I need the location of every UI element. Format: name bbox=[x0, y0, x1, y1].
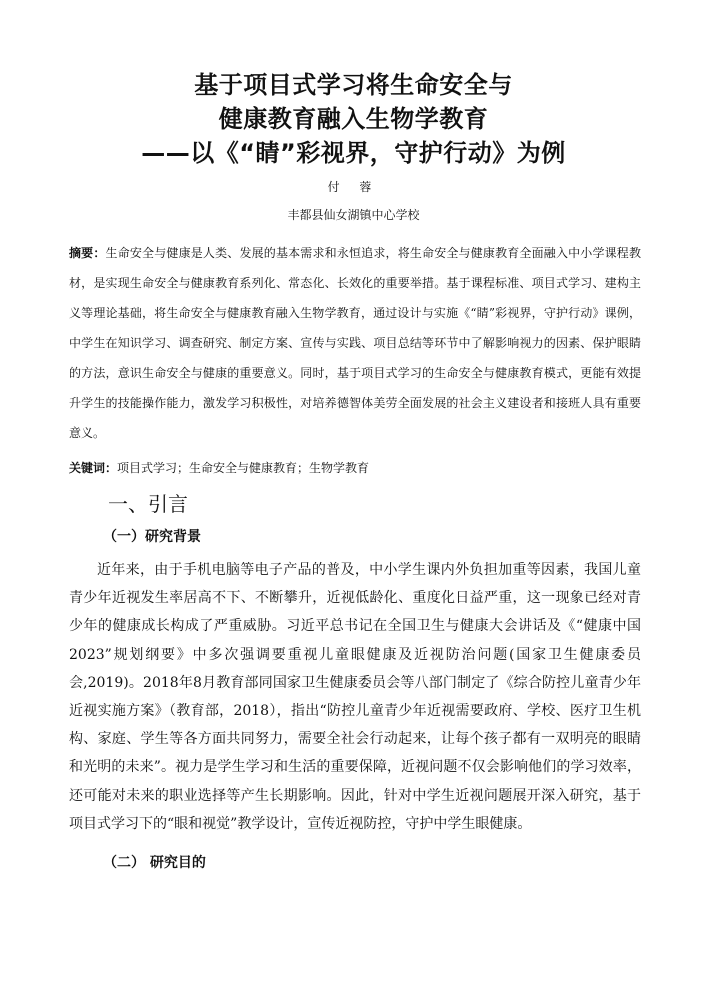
title-line-2: 健康教育融入生物学教育 bbox=[218, 105, 489, 133]
background-paragraph: 近年来，由于手机电脑等电子产品的普及，中小学生课内外负担加重等因素，我国儿童青少年近视发生率居高不下、不断攀升，近视低龄化、重度化日益严重，这一现象已经对青少年的健康成长构成了严重威胁。习近平总书记在全国卫生与健康大会讲话及《“健康中国2023”规划纲要》中多次强调要重视儿童眼健康及近视防治问题(国家卫生健康委员会,2019)。2018年8月教育部同国家卫生健康委员会等八部门制定了《综合防控儿童青少年近视实施方案》（教育部，2018），指出“防控儿童青少年近视需要政府、学校、医疗卫生机构、家庭、学生等各方面共同努力，需要全社会行动起来，让每个孩子都有一双明亮的眼睛和光明的未来”。视力是学生学习和生活的重要保障，近视问题不仅会影响他们的学习效率，还可能对未来的职业选择等产生长期影响。因此，针对中学生近视问题展开深入研究，基于项目式学习下的“眼和视觉”教学设计，宣传近视防控，守护中学生眼健康。 bbox=[69, 562, 641, 832]
keywords-label: 关键词： bbox=[69, 461, 118, 475]
author-name: 付 蓉 bbox=[327, 180, 380, 194]
author-affiliation: 丰都县仙女湖镇中心学校 bbox=[287, 208, 420, 222]
abstract-text: 生命安全与健康是人类、发展的基本需求和永恒追求，将生命安全与健康教育全面融入中小学课程教材，是实现生命安全与健康教育系列化、常态化、长效化的重要举措。基于课程标准、项目式学习、建构主义等理论基础，将生命安全与健康教育融入生物学教育，通过设计与实施《“睛”彩视界，守护行动》课例，中学生在知识学习、调查研究、制定方案、宣传与实践、项目总结等环节中了解影响视力的因素、保护眼睛的方法，意识生命安全与健康的重要意义。同时，基于项目式学习的生命安全与健康教育模式，更能有效提升学生的技能操作能力，激发学习积极性，对培养德智体美劳全面发展的社会主义建设者和接班人具有重要意义。 bbox=[69, 246, 641, 440]
section-heading-introduction: 一、引言 bbox=[108, 492, 188, 516]
subsection-heading-purpose: （二） 研究目的 bbox=[103, 855, 206, 871]
keywords bbox=[69, 460, 641, 476]
subsection-heading-background: （一）研究背景 bbox=[103, 529, 201, 545]
title-line-3: ——以《“睛”彩视界，守护行动》为例 bbox=[141, 139, 566, 167]
abstract bbox=[69, 238, 641, 448]
keywords-text: 项目式学习；生命安全与健康教育；生物学教育 bbox=[117, 461, 370, 475]
paper-title bbox=[0, 68, 707, 170]
abstract-label: 摘要： bbox=[69, 246, 106, 260]
title-line-1: 基于项目式学习将生命安全与 bbox=[194, 71, 513, 99]
